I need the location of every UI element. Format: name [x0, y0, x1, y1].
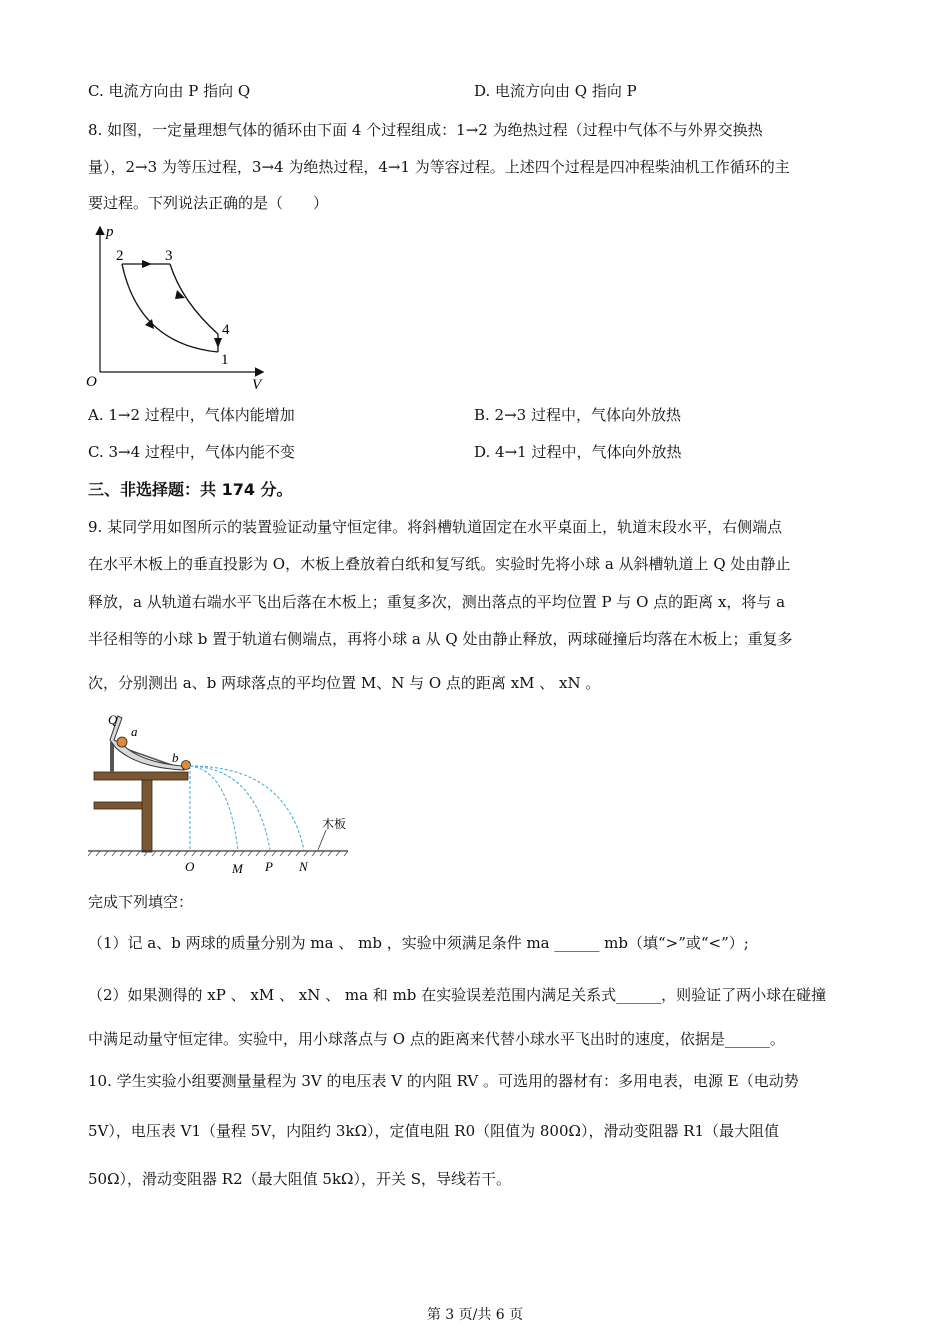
process-1-2	[122, 264, 218, 352]
page-footer: 第 3 页/共 6 页	[426, 1307, 524, 1323]
q9-stem-line1: 9. 某同学用如图所示的装置验证动量守恒定律。将斜槽轨道固定在水平桌面上，轨道末段水平，右侧端点	[88, 518, 783, 536]
q9-stem-line5: 次，分别测出 a、b 两球落点的平均位置 M、N 与 O 点的距离 xM 、 xN 。	[88, 674, 601, 692]
chute-support	[110, 742, 114, 772]
section-title: 三、非选择题：共 174 分。	[88, 480, 293, 499]
v-axis-label: V	[252, 377, 262, 392]
arrow-4-1	[214, 338, 222, 348]
point-2-label: 2	[116, 248, 124, 264]
point-4-label: 4	[222, 322, 230, 338]
board-leader	[318, 830, 326, 850]
q9-stem-line3: 释放，a 从轨道右端水平飞出后落在木板上；重复多次，测出落点的平均位置 P 与 O 点的距离 x，将与 a	[88, 593, 786, 611]
q8-stem-line2: 量），2→3 为等压过程，3→4 为绝热过程，4→1 为等容过程。上述四个过程是四冲程柴油机工作循环的主	[88, 158, 790, 176]
q7-option-c: C. 电流方向由 P 指向 Q	[88, 82, 251, 100]
label-m: M	[232, 861, 243, 876]
trajectory-m	[190, 766, 238, 850]
label-b: b	[172, 750, 179, 765]
q8-stem-line3: 要过程。下列说法正确的是（ ）	[88, 194, 329, 212]
origin-label: O	[86, 374, 97, 390]
q9-stem-line4: 半径相等的小球 b 置于轨道右侧端点，再将小球 a 从 Q 处由静止释放，两球碰撞后均落在木板上；重复多	[88, 630, 793, 648]
q10-stem-line1: 10. 学生实验小组要测量量程为 3V 的电压表 V 的内阻 RV 。可选用的器材有：多用电表，电源 E（电动势	[88, 1072, 799, 1090]
process-3-4	[170, 264, 218, 334]
label-board: 木板	[322, 817, 347, 831]
q8-option-b: B. 2→3 过程中，气体向外放热	[474, 406, 681, 424]
ball-b	[182, 761, 191, 770]
p-axis-label: p	[106, 224, 114, 240]
q9-part2-line2: 中满足动量守恒定律。实验中，用小球落点与 O 点的距离来代替小球水平飞出时的速度，依据是______。	[88, 1030, 785, 1048]
ground-hatch	[88, 851, 348, 856]
label-n: N	[299, 859, 308, 874]
trajectory-p	[190, 766, 270, 850]
q8-option-c: C. 3→4 过程中，气体内能不变	[88, 443, 295, 461]
q9-stem-line2: 在水平木板上的垂直投影为 O，木板上叠放着白纸和复写纸。实验时先将小球 a 从斜槽轨道上 Q 处由静止	[88, 555, 791, 573]
pv-cycle-diagram	[84, 222, 274, 392]
q8-stem-line1: 8. 如图，一定量理想气体的循环由下面 4 个过程组成：1→2 为绝热过程（过程中气体不与外界交换热	[88, 121, 763, 139]
table-leg	[142, 780, 152, 852]
table-top	[94, 772, 188, 780]
label-p: P	[265, 859, 273, 874]
q9-part1: （1）记 a、b 两球的质量分别为 ma 、 mb ，实验中须满足条件 ma ______ mb（填“>”或“<”）;	[88, 934, 749, 952]
point-1-label: 1	[221, 352, 229, 368]
q10-stem-line3: 50Ω），滑动变阻器 R2（最大阻值 5kΩ），开关 S，导线若干。	[88, 1170, 512, 1188]
label-q: Q	[108, 712, 118, 727]
point-3-label: 3	[165, 248, 173, 264]
q9-part2-line1: （2）如果测得的 xP 、 xM 、 xN 、 ma 和 mb 在实验误差范围内满足关系式______，则验证了两小球在碰撞	[88, 986, 827, 1004]
fill-instruction: 完成下列填空：	[88, 893, 194, 911]
q8-option-d: D. 4→1 过程中，气体向外放热	[474, 443, 682, 461]
arrow-2-3	[142, 260, 152, 268]
ball-a	[117, 737, 127, 747]
trajectory-n	[190, 766, 304, 850]
q10-stem-line2: 5V），电压表 V1（量程 5V，内阻约 3kΩ），定值电阻 R0（阻值为 800Ω），滑动变阻器 R1（最大阻值	[88, 1122, 780, 1140]
q8-option-a: A. 1→2 过程中，气体内能增加	[88, 406, 295, 424]
momentum-apparatus-diagram	[86, 710, 356, 880]
label-a: a	[131, 724, 138, 739]
label-o: O	[185, 859, 195, 874]
q7-option-d: D. 电流方向由 Q 指向 P	[474, 82, 637, 100]
